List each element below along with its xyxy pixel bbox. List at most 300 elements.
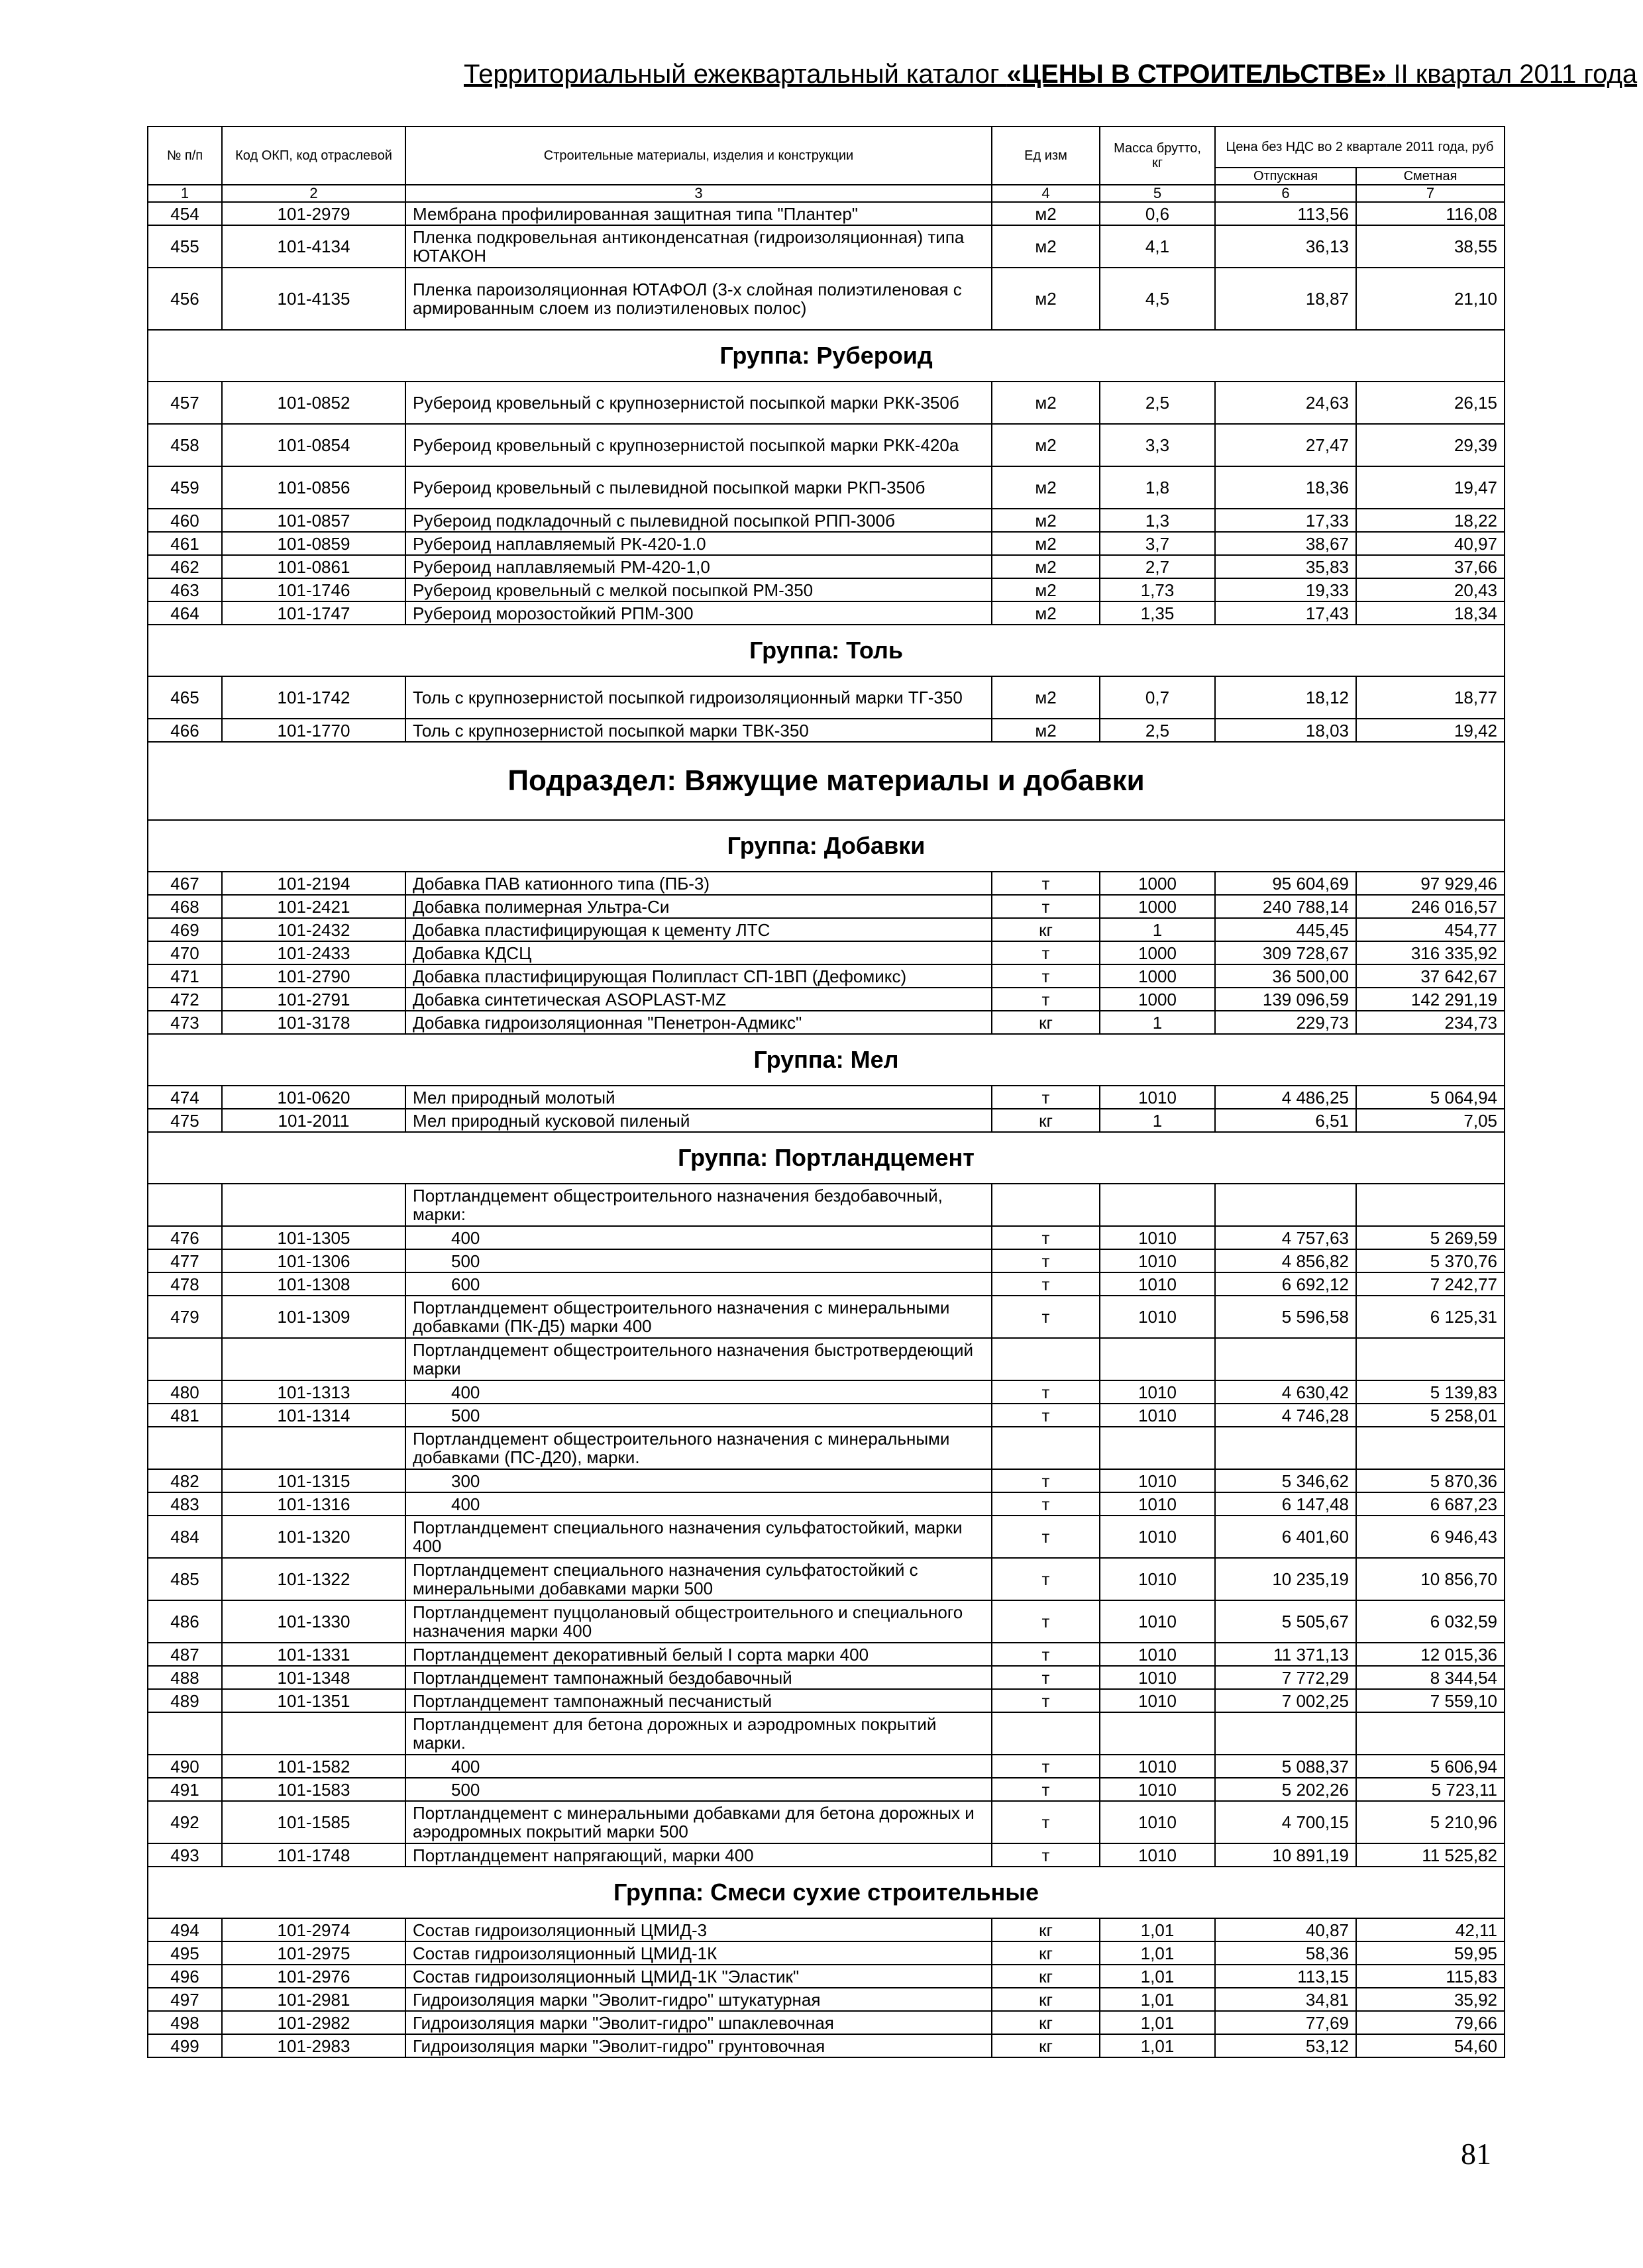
row-price-estimate: 18,22 [1356,509,1505,532]
row-code: 101-2983 [222,2034,405,2057]
row-mass: 2,5 [1100,719,1215,742]
group-heading-row [148,1034,1505,1086]
row-mass: 1,01 [1100,1988,1215,2011]
row-price-release: 309 728,67 [1215,941,1356,964]
row-mass: 1000 [1100,872,1215,895]
row-price-estimate: 7 242,77 [1356,1272,1505,1296]
row-mass [1100,1338,1215,1380]
row-mass: 1010 [1100,1778,1215,1801]
group-heading: Группа: Толь [148,625,1505,676]
row-number: 479 [148,1296,222,1338]
row-mass: 1000 [1100,988,1215,1011]
table-row [148,1011,1505,1034]
row-price-release: 240 788,14 [1215,895,1356,918]
row-name: Рубероид кровельный с пылевидной посыпкой марки РКП-350б [405,466,992,509]
group-heading: Группа: Рубероид [148,330,1505,382]
row-number: 495 [148,1941,222,1965]
row-unit: м2 [992,578,1100,601]
row-price-estimate: 246 016,57 [1356,895,1505,918]
row-mass: 1 [1100,1109,1215,1132]
row-number: 471 [148,964,222,988]
row-mass: 1010 [1100,1755,1215,1778]
table-note-row [148,1338,1505,1380]
row-number: 456 [148,268,222,330]
row-number: 461 [148,532,222,555]
row-name: Добавка ПАВ катионного типа (ПБ-3) [405,872,992,895]
row-mass: 2,7 [1100,555,1215,578]
row-name: Добавка гидроизоляционная "Пенетрон-Адмикс" [405,1011,992,1034]
row-code: 101-1309 [222,1296,405,1338]
row-number: 475 [148,1109,222,1132]
row-unit: кг [992,1941,1100,1965]
row-mass: 1010 [1100,1689,1215,1712]
row-price-release [1215,1712,1356,1755]
row-number: 470 [148,941,222,964]
table-row [148,964,1505,988]
table-row [148,1469,1505,1492]
group-heading: Группа: Смеси сухие строительные [148,1867,1505,1918]
row-price-estimate: 5 064,94 [1356,1086,1505,1109]
row-unit: т [992,1643,1100,1666]
row-unit: т [992,964,1100,988]
row-code: 101-1308 [222,1272,405,1296]
row-price-estimate [1356,1712,1505,1755]
row-price-estimate: 7,05 [1356,1109,1505,1132]
row-price-release: 36,13 [1215,225,1356,268]
row-name: Толь с крупнозернистой посыпкой гидроизоляционный марки ТГ-350 [405,676,992,719]
row-number: 499 [148,2034,222,2057]
table-row [148,1296,1505,1338]
row-price-release: 5 596,58 [1215,1296,1356,1338]
row-code [222,1184,405,1226]
row-number: 473 [148,1011,222,1034]
row-name: Пленка подкровельная антиконденсатная (гидроизоляционная) типа ЮТАКОН [405,225,992,268]
row-unit: кг [992,1988,1100,2011]
group-heading-row [148,625,1505,676]
row-code: 101-2982 [222,2011,405,2034]
table-row [148,1778,1505,1801]
table-row [148,532,1505,555]
row-price-release: 5 505,67 [1215,1600,1356,1643]
row-price-estimate [1356,1338,1505,1380]
row-price-estimate: 116,08 [1356,202,1505,225]
row-price-release: 18,36 [1215,466,1356,509]
row-price-release: 113,15 [1215,1965,1356,1988]
row-price-release: 18,12 [1215,676,1356,719]
row-name: Портландцемент общестроительного назначения быстротвердеющий марки [405,1338,992,1380]
row-unit: м2 [992,509,1100,532]
row-unit: т [992,1666,1100,1689]
row-number: 487 [148,1643,222,1666]
row-mass: 3,7 [1100,532,1215,555]
row-unit [992,1427,1100,1469]
row-code: 101-1748 [222,1843,405,1867]
row-price-release [1215,1427,1356,1469]
row-mass: 1010 [1100,1516,1215,1558]
row-code: 101-1351 [222,1689,405,1712]
row-mass: 1,01 [1100,1965,1215,1988]
row-price-estimate: 59,95 [1356,1941,1505,1965]
row-price-release: 6,51 [1215,1109,1356,1132]
row-code: 101-2432 [222,918,405,941]
row-code [222,1427,405,1469]
row-name: Рубероид подкладочный с пылевидной посыпкой РПП-300б [405,509,992,532]
row-code: 101-1348 [222,1666,405,1689]
row-mass: 1010 [1100,1272,1215,1296]
row-price-release: 53,12 [1215,2034,1356,2057]
row-unit: м2 [992,225,1100,268]
row-name: Портландцемент специального назначения сульфатостойкий, марки 400 [405,1516,992,1558]
row-unit: кг [992,1918,1100,1941]
row-code: 101-2011 [222,1109,405,1132]
row-name: Добавка синтетическая ASOPLAST-MZ [405,988,992,1011]
header-num: № п/п [148,127,222,185]
row-unit: т [992,1492,1100,1516]
row-price-release: 4 700,15 [1215,1801,1356,1843]
row-number: 457 [148,382,222,424]
row-name: 400 [405,1755,992,1778]
row-number [148,1427,222,1469]
row-price-estimate: 7 559,10 [1356,1689,1505,1712]
row-price-release: 5 202,26 [1215,1778,1356,1801]
table-row [148,1226,1505,1249]
row-number: 482 [148,1469,222,1492]
row-code: 101-1306 [222,1249,405,1272]
row-unit [992,1338,1100,1380]
row-mass [1100,1184,1215,1226]
table-row [148,202,1505,225]
group-heading-row [148,1867,1505,1918]
group-heading: Группа: Добавки [148,820,1505,872]
table-row [148,601,1505,625]
row-unit: м2 [992,555,1100,578]
table-row [148,1941,1505,1965]
row-number: 492 [148,1801,222,1843]
row-name: 500 [405,1404,992,1427]
row-price-estimate: 40,97 [1356,532,1505,555]
header-prefix: Территориальный ежеквартальный каталог [464,60,1007,89]
row-price-estimate: 5 606,94 [1356,1755,1505,1778]
row-name: Рубероид наплавляемый РМ-420-1,0 [405,555,992,578]
row-price-estimate: 6 125,31 [1356,1296,1505,1338]
row-code: 101-3178 [222,1011,405,1034]
row-code: 101-0856 [222,466,405,509]
row-mass: 1010 [1100,1469,1215,1492]
row-price-estimate: 35,92 [1356,1988,1505,2011]
column-number-row [148,185,1505,202]
row-code: 101-1305 [222,1226,405,1249]
table-row [148,1843,1505,1867]
row-mass: 1010 [1100,1843,1215,1867]
row-code: 101-2974 [222,1918,405,1941]
row-price-release: 4 630,42 [1215,1380,1356,1404]
row-unit: м2 [992,424,1100,466]
row-name: Гидроизоляция марки "Эволит-гидро" грунтовочная [405,2034,992,2057]
row-price-estimate: 97 929,46 [1356,872,1505,895]
row-number: 498 [148,2011,222,2034]
row-mass: 1 [1100,1011,1215,1034]
row-code: 101-1322 [222,1558,405,1600]
row-code: 101-2791 [222,988,405,1011]
row-unit: т [992,1296,1100,1338]
row-mass: 1000 [1100,964,1215,988]
row-number: 467 [148,872,222,895]
table-row [148,1755,1505,1778]
column-number: 2 [222,185,405,202]
row-unit: кг [992,1965,1100,1988]
row-price-estimate: 5 269,59 [1356,1226,1505,1249]
row-name: 600 [405,1272,992,1296]
row-price-estimate: 42,11 [1356,1918,1505,1941]
row-unit: кг [992,1011,1100,1034]
row-price-estimate: 5 139,83 [1356,1380,1505,1404]
row-name: Портландцемент тампонажный песчанистый [405,1689,992,1712]
row-name: Портландцемент общестроительного назначения с минеральными добавками (ПК-Д5) марки 400 [405,1296,992,1338]
row-number: 476 [148,1226,222,1249]
row-number: 458 [148,424,222,466]
row-unit: т [992,1843,1100,1867]
row-name: Рубероид наплавляемый РК-420-1.0 [405,532,992,555]
row-mass: 1010 [1100,1380,1215,1404]
row-unit: кг [992,918,1100,941]
group-heading-row [148,1132,1505,1184]
row-price-release: 38,67 [1215,532,1356,555]
row-price-estimate: 54,60 [1356,2034,1505,2057]
row-mass: 1000 [1100,941,1215,964]
section-heading: Подраздел: Вяжущие материалы и добавки [148,742,1505,820]
row-unit: кг [992,1109,1100,1132]
row-code: 101-1770 [222,719,405,742]
row-mass: 1,01 [1100,1918,1215,1941]
row-code: 101-2790 [222,964,405,988]
row-name: Рубероид морозостойкий РПМ-300 [405,601,992,625]
row-price-estimate: 10 856,70 [1356,1558,1505,1600]
row-number: 484 [148,1516,222,1558]
row-number: 466 [148,719,222,742]
row-number [148,1712,222,1755]
row-number: 460 [148,509,222,532]
row-code: 101-2194 [222,872,405,895]
row-mass: 1010 [1100,1801,1215,1843]
table-row [148,676,1505,719]
header-suffix: II квартал 2011 года [1386,60,1638,89]
row-code: 101-2975 [222,1941,405,1965]
row-price-release: 7 002,25 [1215,1689,1356,1712]
row-number: 490 [148,1755,222,1778]
row-number: 469 [148,918,222,941]
row-name: 300 [405,1469,992,1492]
row-unit: кг [992,2034,1100,2057]
row-name: Портландцемент общестроительного назначения бездобавочный, марки: [405,1184,992,1226]
table-row [148,1109,1505,1132]
row-unit: т [992,941,1100,964]
row-price-estimate: 5 370,76 [1356,1249,1505,1272]
row-unit [992,1184,1100,1226]
row-unit: т [992,1801,1100,1843]
row-unit: м2 [992,466,1100,509]
header-unit: Ед изм [992,127,1100,185]
row-code: 101-2981 [222,1988,405,2011]
row-code: 101-2979 [222,202,405,225]
row-price-estimate: 37 642,67 [1356,964,1505,988]
row-number: 464 [148,601,222,625]
row-name: Мел природный молотый [405,1086,992,1109]
row-price-release: 35,83 [1215,555,1356,578]
table-note-row [148,1427,1505,1469]
row-name: Мембрана профилированная защитная типа "Плантер" [405,202,992,225]
row-price-estimate: 26,15 [1356,382,1505,424]
row-name: Гидроизоляция марки "Эволит-гидро" шпаклевочная [405,2011,992,2034]
row-number: 485 [148,1558,222,1600]
row-unit: т [992,1689,1100,1712]
table-body [148,202,1505,2057]
header-title: «ЦЕНЫ В СТРОИТЕЛЬСТВЕ» [1006,60,1387,89]
table-row [148,382,1505,424]
row-mass: 1,35 [1100,601,1215,625]
row-unit: т [992,1558,1100,1600]
row-mass: 1,73 [1100,578,1215,601]
row-price-release: 139 096,59 [1215,988,1356,1011]
column-number: 1 [148,185,222,202]
row-unit: т [992,1249,1100,1272]
group-heading-row [148,820,1505,872]
header-price-estimate: Сметная [1356,168,1505,185]
table-row [148,1558,1505,1600]
row-price-release: 445,45 [1215,918,1356,941]
row-name: 400 [405,1492,992,1516]
row-price-estimate: 12 015,36 [1356,1643,1505,1666]
row-code: 101-1331 [222,1643,405,1666]
row-unit [992,1712,1100,1755]
row-number: 472 [148,988,222,1011]
row-unit: т [992,1469,1100,1492]
row-name: Состав гидроизоляционный ЦМИД-3 [405,1918,992,1941]
row-price-release: 36 500,00 [1215,964,1356,988]
row-mass: 1,3 [1100,509,1215,532]
row-price-estimate: 6 687,23 [1356,1492,1505,1516]
header-price-release: Отпускная [1215,168,1356,185]
row-code: 101-2421 [222,895,405,918]
row-price-estimate: 21,10 [1356,268,1505,330]
row-name: Добавка полимерная Ультра-Си [405,895,992,918]
row-mass: 1010 [1100,1600,1215,1643]
row-mass: 1010 [1100,1643,1215,1666]
row-number: 462 [148,555,222,578]
table-row [148,1380,1505,1404]
row-price-release: 4 757,63 [1215,1226,1356,1249]
row-mass: 1,01 [1100,1941,1215,1965]
row-name: Добавка пластифицирующая к цементу ЛТС [405,918,992,941]
row-code: 101-1583 [222,1778,405,1801]
row-price-estimate: 316 335,92 [1356,941,1505,964]
row-price-release: 18,87 [1215,268,1356,330]
group-heading: Группа: Мел [148,1034,1505,1086]
row-name: 400 [405,1226,992,1249]
row-number: 489 [148,1689,222,1712]
row-mass: 1010 [1100,1296,1215,1338]
row-number: 454 [148,202,222,225]
row-unit: т [992,1516,1100,1558]
row-code: 101-1330 [222,1600,405,1643]
column-number: 7 [1356,185,1505,202]
row-price-release: 19,33 [1215,578,1356,601]
column-number: 4 [992,185,1100,202]
table-row [148,1965,1505,1988]
row-price-release: 5 088,37 [1215,1755,1356,1778]
row-price-estimate: 38,55 [1356,225,1505,268]
row-code: 101-1742 [222,676,405,719]
row-price-release: 34,81 [1215,1988,1356,2011]
row-name: 400 [405,1380,992,1404]
row-mass: 2,5 [1100,382,1215,424]
row-price-estimate: 142 291,19 [1356,988,1505,1011]
row-name: Добавка пластифицирующая Полипласт СП-1ВП (Дефомикс) [405,964,992,988]
row-number: 493 [148,1843,222,1867]
row-number: 488 [148,1666,222,1689]
row-unit: м2 [992,382,1100,424]
row-price-estimate: 19,47 [1356,466,1505,509]
row-mass [1100,1712,1215,1755]
section-heading-row [148,742,1505,820]
table-note-row [148,1184,1505,1226]
row-unit: м2 [992,268,1100,330]
row-price-release [1215,1338,1356,1380]
row-name: 500 [405,1778,992,1801]
row-code: 101-1316 [222,1492,405,1516]
row-name: Портландцемент специального назначения сульфатостойкий с минеральными добавками марки 500 [405,1558,992,1600]
row-unit: т [992,895,1100,918]
row-mass: 4,1 [1100,225,1215,268]
row-unit: т [992,1272,1100,1296]
row-mass: 1,8 [1100,466,1215,509]
column-number: 5 [1100,185,1215,202]
row-price-release [1215,1184,1356,1226]
row-code: 101-0861 [222,555,405,578]
row-code: 101-2433 [222,941,405,964]
row-price-release: 6 692,12 [1215,1272,1356,1296]
row-number: 455 [148,225,222,268]
row-mass: 1010 [1100,1249,1215,1272]
row-name: Портландцемент общестроительного назначения с минеральными добавками (ПС-Д20), марки. [405,1427,992,1469]
row-name: Портландцемент с минеральными добавками для бетона дорожных и аэродромных покрытий марки 500 [405,1801,992,1843]
row-number: 459 [148,466,222,509]
row-name: Пленка пароизоляционная ЮТАФОЛ (3-х слойная полиэтиленовая с армированным слоем из полиэтиленовых полос) [405,268,992,330]
row-name: Гидроизоляция марки "Эволит-гидро" штукатурная [405,1988,992,2011]
table-row [148,941,1505,964]
row-unit: м2 [992,202,1100,225]
table-row [148,1643,1505,1666]
row-price-estimate: 5 723,11 [1356,1778,1505,1801]
table-row [148,1249,1505,1272]
row-mass: 0,7 [1100,676,1215,719]
row-price-estimate: 79,66 [1356,2011,1505,2034]
row-price-release: 10 235,19 [1215,1558,1356,1600]
row-price-estimate: 115,83 [1356,1965,1505,1988]
table-row [148,872,1505,895]
row-unit: т [992,988,1100,1011]
row-price-release: 58,36 [1215,1941,1356,1965]
table-row [148,1988,1505,2011]
row-number: 465 [148,676,222,719]
table-row [148,1516,1505,1558]
table-row [148,1801,1505,1843]
page-number: 81 [1461,2137,1491,2171]
row-unit: т [992,1380,1100,1404]
table-row [148,225,1505,268]
table-row [148,1600,1505,1643]
row-code: 101-1314 [222,1404,405,1427]
row-code: 101-1585 [222,1801,405,1843]
